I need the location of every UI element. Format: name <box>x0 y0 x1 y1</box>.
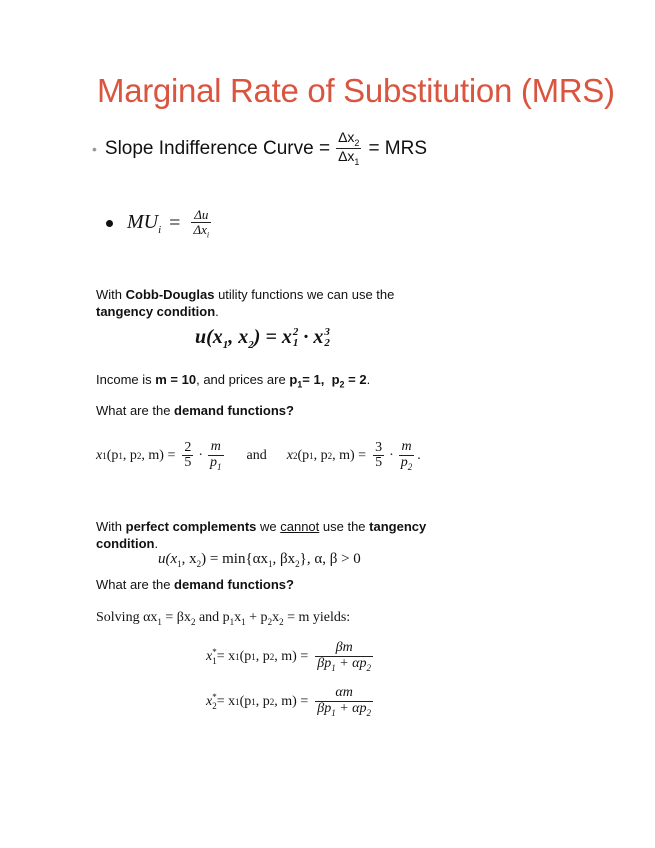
cd-tangency: tangency condition <box>96 304 216 319</box>
income-end: . <box>366 372 371 387</box>
pc-u-mid: , x <box>181 551 197 567</box>
d1-frac-25 <box>182 441 193 471</box>
eq1-fraction <box>315 641 373 673</box>
mu-denominator: Δx <box>193 221 207 237</box>
pc-question-pre: What are the <box>96 577 175 592</box>
pc-u-sub3: 1 <box>268 559 273 569</box>
and-text: and <box>246 447 267 463</box>
eq2-args-mid: , p <box>255 693 270 709</box>
numerator-sub: 2 <box>354 137 360 148</box>
d2-frac-35 <box>373 441 384 471</box>
pc-intro-bold: perfect complements <box>125 519 257 534</box>
solve-end: = m yields: <box>283 610 351 625</box>
eq2-star: * <box>212 691 217 702</box>
d1-args-end: , m) = <box>141 447 176 463</box>
d1-args-sub1: 1 <box>118 450 123 461</box>
cobb-douglas-intro-line2 <box>96 304 219 319</box>
pc-cannot: cannot <box>280 519 320 534</box>
d1-den: 5 <box>184 455 192 471</box>
d2-dot: · <box>389 447 394 463</box>
d2-den: 5 <box>375 455 383 471</box>
eq2-args: (p <box>239 693 252 709</box>
eq2-lhs-sub: 2 <box>212 700 217 711</box>
eq2-lhs: x <box>206 693 213 709</box>
d2-args-sub2: 2 <box>327 450 333 461</box>
d1-lhs-sub: 1 <box>102 450 107 461</box>
income-prices-line <box>96 372 370 390</box>
page-title: Marginal Rate of Substitution (MRS) <box>97 72 615 109</box>
cd-x1-sup: 2 <box>292 326 299 339</box>
eq1-args: (p <box>239 648 252 664</box>
mu-numerator: Δu <box>194 207 209 222</box>
eq1-args-sub1: 1 <box>251 651 256 662</box>
pc-intro-line2 <box>96 536 158 551</box>
solve-sub3: 1 <box>229 616 235 627</box>
solve-sub1: 1 <box>157 616 162 627</box>
eq1-args-mid: , p <box>255 648 270 664</box>
cd-u-sub2: 2 <box>248 339 254 351</box>
pc-equation-x1 <box>206 641 376 673</box>
mrs-rhs: = MRS <box>368 137 428 159</box>
mu-label: MU <box>127 211 159 234</box>
solve-sub4: 1 <box>241 616 246 627</box>
solve-x2: x <box>272 610 280 625</box>
d2-lhs-sub: 2 <box>292 450 298 461</box>
d2-args-end: , m) = <box>332 447 367 463</box>
d2-m: m <box>401 439 412 454</box>
d2-p-sub: 2 <box>407 461 413 472</box>
d2-lhs: x <box>286 447 293 463</box>
pc-u-rest2: , βx <box>272 551 296 567</box>
bullet-slope-mrs <box>92 130 427 167</box>
cd-u-eq: ) = x <box>253 326 292 348</box>
solve-mid: = βx <box>161 610 191 625</box>
pc-u-sub4: 2 <box>295 559 300 569</box>
d1-args-sub2: 2 <box>136 450 142 461</box>
cd-u-comma: , x <box>228 326 249 348</box>
fraction-numerator: Δx <box>338 129 355 145</box>
eq2-den-sub2: 2 <box>366 707 372 718</box>
eq1-den-mid: + αp <box>335 655 367 671</box>
income-value: m = 10 <box>155 372 197 387</box>
d2-num: 3 <box>375 439 383 455</box>
cd-u-dot: · x <box>298 326 324 348</box>
pc-tangency: tangency <box>369 519 427 534</box>
eq1-mid: = x <box>216 648 236 664</box>
cd-x2-sup: 3 <box>324 326 330 339</box>
eq1-lhs: x <box>206 648 213 664</box>
bullet-marginal-utility <box>106 208 214 240</box>
d2-args-sub1: 1 <box>309 450 314 461</box>
solve-and: and p <box>195 610 230 625</box>
eq1-den-sub1: 1 <box>331 662 336 673</box>
d1-args-mid: , p <box>122 447 137 463</box>
cd-demand-functions <box>96 440 421 472</box>
solve-pre: Solving αx <box>96 610 158 625</box>
price-p2 <box>331 372 367 390</box>
eq2-args-sub2: 2 <box>269 696 275 707</box>
d2-frac-mp <box>399 440 415 472</box>
bullet-marker: • <box>92 140 97 157</box>
pc-u-sub1: 1 <box>177 559 182 569</box>
d2-args: (p <box>297 447 310 463</box>
eq1-args-sub2: 2 <box>269 651 275 662</box>
income-pre: Income is <box>96 372 156 387</box>
pc-question-bold: demand functions? <box>174 577 294 592</box>
solve-sub2: 2 <box>190 616 196 627</box>
eq2-den-mid: + αp <box>335 700 367 716</box>
d1-p-sub: 1 <box>217 461 222 472</box>
eq1-star: * <box>212 646 217 657</box>
pc-u-rest3: }, α, β > 0 <box>299 551 361 567</box>
fraction-denominator: Δx <box>338 148 355 165</box>
cobb-douglas-utility <box>195 326 330 351</box>
pc-intro <box>96 519 426 534</box>
cd-u-lhs: u(x <box>195 326 223 348</box>
price-p1 <box>289 372 325 390</box>
pc-solving-line <box>96 610 350 627</box>
d1-dot: · <box>198 447 204 463</box>
pc-u-rest: ) = min{αx <box>201 551 269 567</box>
cd-period: . <box>215 304 219 319</box>
eq1-lhs-sub: 1 <box>212 655 217 666</box>
pc-equation-x2 <box>206 686 376 718</box>
cd-intro-post: utility functions we can use the <box>214 287 395 302</box>
p2-sub: 2 <box>339 379 345 390</box>
eq2-args-end: , m) = <box>274 693 309 709</box>
eq2-den: βp <box>317 700 332 716</box>
mu-fraction <box>191 208 211 240</box>
d1-p: p <box>210 454 218 470</box>
delta-fraction <box>336 130 361 167</box>
d1-lhs: x <box>96 447 103 463</box>
cd-intro-bold: Cobb-Douglas <box>125 287 215 302</box>
bullet-dot-icon <box>106 220 113 227</box>
pc-intro-mid2: use the <box>319 519 370 534</box>
cd-question-pre: What are the <box>96 403 175 418</box>
cd-x2-sub: 2 <box>324 337 330 350</box>
denominator-sub: 1 <box>354 157 360 168</box>
eq1-mid-sub: 1 <box>235 651 240 662</box>
eq2-fraction <box>315 686 373 718</box>
eq2-mid: = x <box>216 693 236 709</box>
cd-u-sub1: 1 <box>222 339 229 351</box>
cobb-douglas-intro <box>96 287 394 302</box>
pc-condition: condition <box>96 536 155 551</box>
d1-m: m <box>210 439 221 454</box>
cd-question <box>96 403 294 418</box>
p1-val: = 1, <box>302 372 325 387</box>
d2-p: p <box>400 454 408 470</box>
mu-lhs <box>127 211 161 236</box>
pc-u-lhs: u(x <box>158 551 178 567</box>
d2-args-mid: , p <box>313 447 328 463</box>
eq2-den-sub1: 1 <box>331 707 336 718</box>
pc-intro-pre: With <box>96 519 126 534</box>
pc-utility <box>158 551 361 569</box>
solve-sub6: 2 <box>279 616 284 627</box>
income-mid: , and prices are <box>196 372 290 387</box>
p2-val: = 2 <box>344 372 367 387</box>
eq1-den: βp <box>317 655 332 671</box>
cd-x1-sub: 1 <box>292 337 299 350</box>
eq1-num: βm <box>335 640 353 655</box>
d1-num: 2 <box>184 439 192 455</box>
p1-label: p <box>289 372 298 387</box>
cd-question-bold: demand functions? <box>174 403 294 418</box>
p2-label: p <box>331 372 340 387</box>
pc-u-sub2: 2 <box>196 559 202 569</box>
eq2-mid-sub: 1 <box>235 696 240 707</box>
bullet-label: Slope Indifference Curve = <box>104 137 331 159</box>
p1-sub: 1 <box>297 379 303 390</box>
d1-args: (p <box>106 447 119 463</box>
solve-plus: + p <box>245 610 268 625</box>
eq1-args-end: , m) = <box>274 648 309 664</box>
solve-sub5: 2 <box>267 616 273 627</box>
pc-question <box>96 577 294 592</box>
eq1-den-sub2: 2 <box>366 662 372 673</box>
cd-intro-pre: With <box>96 287 126 302</box>
eq2-args-sub1: 1 <box>251 696 256 707</box>
d2-end: . <box>417 447 421 463</box>
solve-x: x <box>234 610 242 625</box>
mu-sub: i <box>158 224 162 237</box>
pc-intro-mid: we <box>256 519 281 534</box>
pc-period: . <box>154 536 159 551</box>
mu-eq: = <box>169 212 181 235</box>
mu-den-sub: i <box>206 230 210 240</box>
d1-frac-mp <box>208 440 224 472</box>
eq2-num: αm <box>335 685 353 700</box>
